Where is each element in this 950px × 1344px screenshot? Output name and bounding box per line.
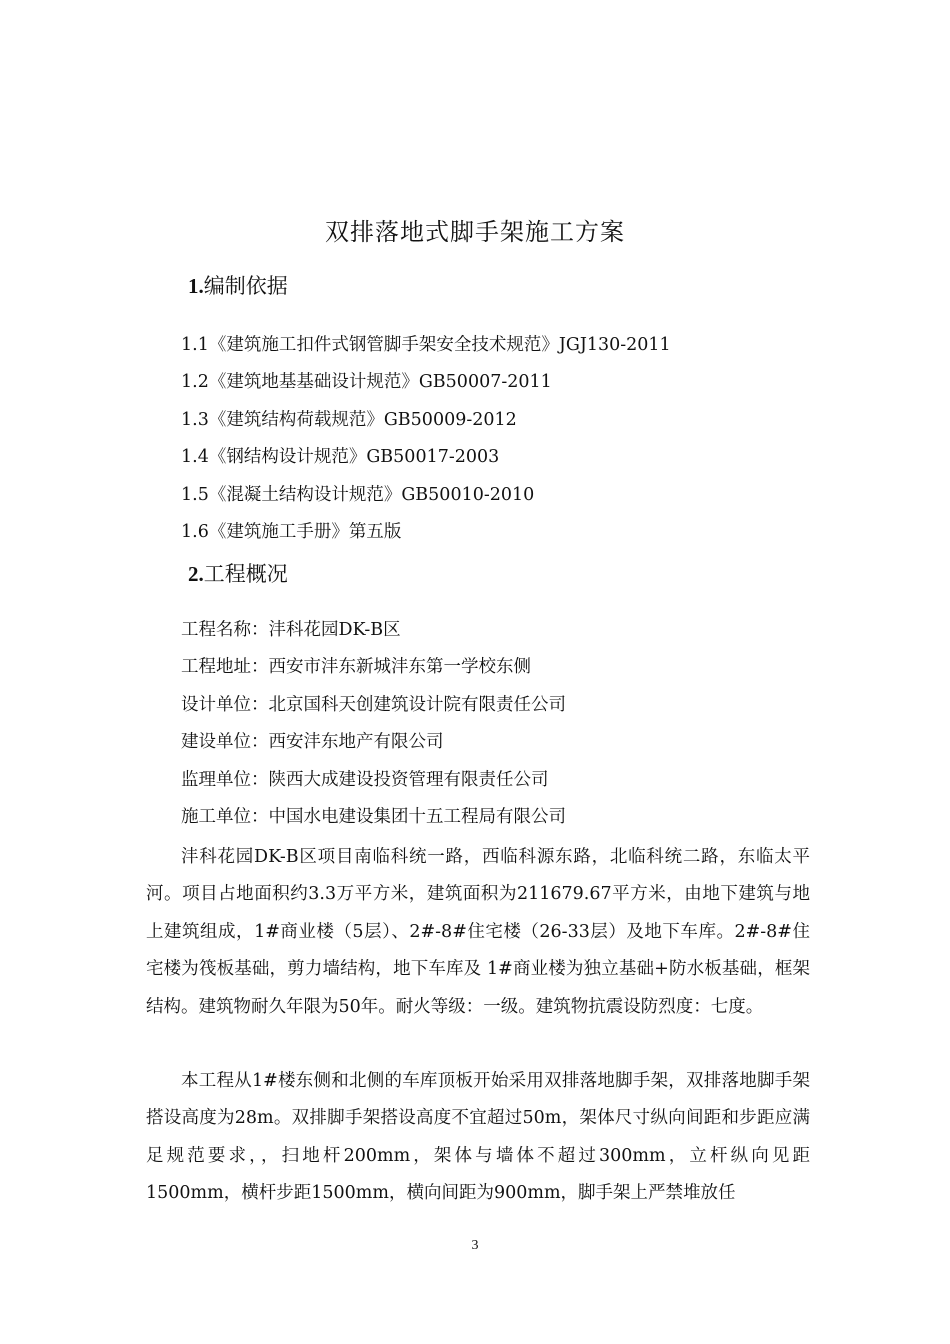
reference-item: 1.1《建筑施工扣件式钢管脚手架安全技术规范》JGJ130-2011 [181,335,671,355]
project-info-list [181,616,566,840]
document-title: 双排落地式脚手架施工方案 [325,218,625,246]
section-heading-1 [188,271,288,301]
reference-item: 1.2《建筑地基基础设计规范》GB50007-2011 [181,372,552,393]
project-info-item: 工程名称：沣科花园DK-B区 [181,620,401,640]
reference-item: 1.6《建筑施工手册》第五版 [181,521,402,542]
reference-item: 1.3《建筑结构荷载规范》GB50009-2012 [181,409,517,430]
reference-list [181,331,671,555]
project-info-item: 设计单位：北京国科天创建筑设计院有限责任公司 [181,694,566,715]
page-number: 3 [471,1238,479,1253]
section-label: 工程概况 [203,562,288,586]
project-info-item: 建设单位：西安沣东地产有限公司 [181,732,444,753]
section-number: 2. [188,562,204,586]
section-heading-2 [188,559,288,589]
project-description-paragraph: 沣科花园DK-B区项目南临科统一路，西临科源东路，北临科统二路，东临太平河。项目占地面积约3.3万平方米，建筑面积为211679.67平方米，由地下建筑与地上建筑组成，1#商业楼（5层）、2#-8#住宅楼（26-33层）及地下车库。2#-8#住宅楼为筏板基础，剪力墙结构，地下车库及 1#商业楼为独立基础+防水板基础，框架结构。建筑物耐久年限为50年。耐火等级：一级。建筑物抗震设防烈度：七度。 [146,847,810,1017]
scaffold-description-paragraph: 本工程从1#楼东侧和北侧的车库顶板开始采用双排落地脚手架，双排落地脚手架搭设高度为28m。双排脚手架搭设高度不宜超过50m，架体尺寸纵向间距和步距应满足规范要求，，扫地杆200mm，架体与墙体不超过300mm，立杆纵向见距1500mm，横杆步距1500mm，横向间距为900mm，脚手架上严禁堆放任 [146,1071,810,1204]
section-label: 编制依据 [203,274,288,298]
project-info-item: 监理单位：陕西大成建设投资管理有限责任公司 [181,769,549,790]
reference-item: 1.4《钢结构设计规范》GB50017-2003 [181,447,500,468]
project-info-item: 施工单位：中国水电建设集团十五工程局有限公司 [181,806,566,827]
section-number: 1. [188,274,204,298]
reference-item: 1.5《混凝土结构设计规范》GB50010-2010 [181,484,535,505]
project-info-item: 工程地址：西安市沣东新城沣东第一学校东侧 [181,657,531,678]
